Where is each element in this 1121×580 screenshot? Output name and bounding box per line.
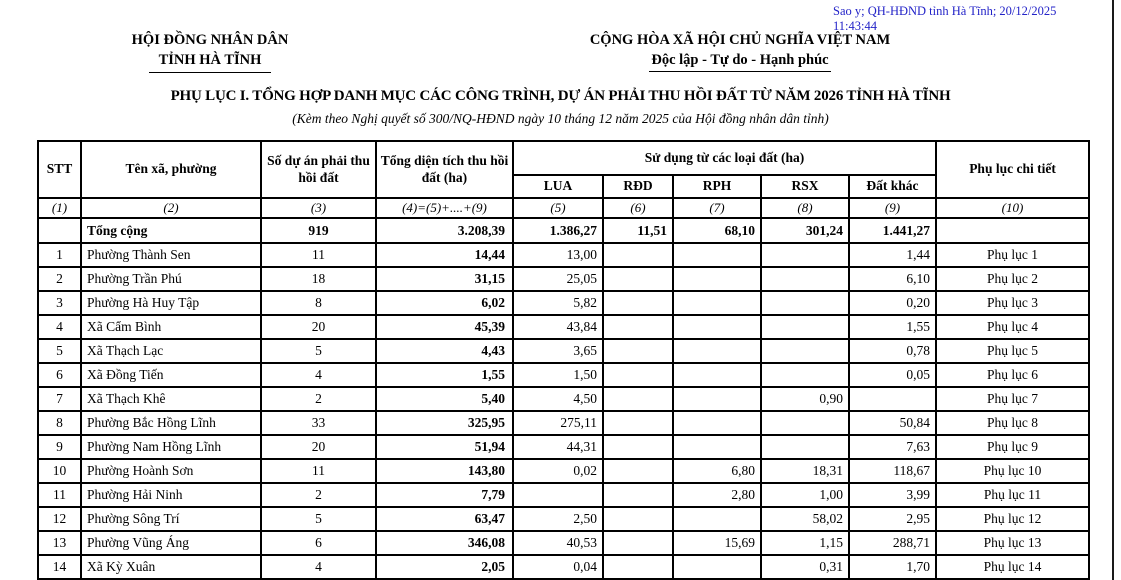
cell-commune-name: Xã Thạch Khê xyxy=(81,387,261,411)
index-8: (8) xyxy=(761,198,849,218)
cell-commune-name: Phường Hải Ninh xyxy=(81,483,261,507)
cell-stt: 5 xyxy=(38,339,81,363)
cell-project-count: 18 xyxy=(261,267,376,291)
page-subtitle: (Kèm theo Nghị quyết số 300/NQ-HĐND ngày 10 tháng 12 năm 2025 của Hội đồng nhân dân tỉnh) xyxy=(292,111,829,126)
copy-stamp xyxy=(833,4,1056,34)
cell-rdd xyxy=(603,483,673,507)
cell-rph: 15,69 xyxy=(673,531,761,555)
cell-other-land: 118,67 xyxy=(849,459,936,483)
cell-project-count: 11 xyxy=(261,243,376,267)
cell-lua: 40,53 xyxy=(513,531,603,555)
cell-total-area: 143,80 xyxy=(376,459,513,483)
authority-province: TỈNH HÀ TĨNH xyxy=(40,50,380,73)
cell-other-land: 1,55 xyxy=(849,315,936,339)
cell-rsx: 1,15 xyxy=(761,531,849,555)
cell-rdd xyxy=(603,387,673,411)
cell-lua: 0,04 xyxy=(513,555,603,579)
cell-stt: 10 xyxy=(38,459,81,483)
column-index-row xyxy=(38,198,1089,218)
cell-lua: 2,50 xyxy=(513,507,603,531)
cell-lua: 5,82 xyxy=(513,291,603,315)
cell-project-count: 4 xyxy=(261,555,376,579)
cell-other-land: 3,99 xyxy=(849,483,936,507)
cell-total-area: 6,02 xyxy=(376,291,513,315)
cell-project-count: 33 xyxy=(261,411,376,435)
cell-other-land: 0,05 xyxy=(849,363,936,387)
cell-rsx xyxy=(761,411,849,435)
cell-rph: 68,10 xyxy=(673,218,761,243)
cell-rph xyxy=(673,339,761,363)
cell-total-area: 346,08 xyxy=(376,531,513,555)
cell-total-area: 31,15 xyxy=(376,267,513,291)
index-4: (4)=(5)+....+(9) xyxy=(376,198,513,218)
cell-project-count: 4 xyxy=(261,363,376,387)
col-header-total-area: Tổng diện tích thu hồi đất (ha) xyxy=(376,141,513,198)
cell-stt: 13 xyxy=(38,531,81,555)
index-1: (1) xyxy=(38,198,81,218)
cell-rdd xyxy=(603,363,673,387)
col-header-rph: RPH xyxy=(673,175,761,198)
cell-appendix: Phụ lục 11 xyxy=(936,483,1089,507)
index-5: (5) xyxy=(513,198,603,218)
cell-other-land: 1,70 xyxy=(849,555,936,579)
issuing-authority xyxy=(40,30,380,73)
national-motto: Độc lập - Tự do - Hạnh phúc xyxy=(530,50,950,72)
cell-commune-name: Phường Hà Huy Tập xyxy=(81,291,261,315)
cell-other-land: 0,78 xyxy=(849,339,936,363)
cell-rsx: 18,31 xyxy=(761,459,849,483)
table-row xyxy=(38,218,1089,243)
col-header-lua: LUA xyxy=(513,175,603,198)
cell-project-count: 6 xyxy=(261,531,376,555)
cell-stt: 9 xyxy=(38,435,81,459)
cell-commune-name: Xã Cẩm Bình xyxy=(81,315,261,339)
cell-total-area: 14,44 xyxy=(376,243,513,267)
col-header-rsx: RSX xyxy=(761,175,849,198)
cell-other-land: 0,20 xyxy=(849,291,936,315)
cell-stt: 11 xyxy=(38,483,81,507)
cell-lua: 4,50 xyxy=(513,387,603,411)
table-row xyxy=(38,531,1089,555)
cell-total-area: 4,43 xyxy=(376,339,513,363)
cell-total-area: 45,39 xyxy=(376,315,513,339)
cell-other-land xyxy=(849,387,936,411)
cell-commune-name: Phường Sông Trí xyxy=(81,507,261,531)
table-row xyxy=(38,483,1089,507)
cell-stt: 12 xyxy=(38,507,81,531)
cell-other-land: 1.441,27 xyxy=(849,218,936,243)
cell-rsx: 301,24 xyxy=(761,218,849,243)
cell-commune-name: Xã Thạch Lạc xyxy=(81,339,261,363)
cell-commune-name: Phường Nam Hồng Lĩnh xyxy=(81,435,261,459)
cell-appendix: Phụ lục 8 xyxy=(936,411,1089,435)
cell-appendix: Phụ lục 3 xyxy=(936,291,1089,315)
cell-lua: 3,65 xyxy=(513,339,603,363)
cell-rph xyxy=(673,243,761,267)
index-7: (7) xyxy=(673,198,761,218)
cell-other-land: 1,44 xyxy=(849,243,936,267)
cell-appendix: Phụ lục 7 xyxy=(936,387,1089,411)
cell-appendix: Phụ lục 5 xyxy=(936,339,1089,363)
cell-appendix: Phụ lục 6 xyxy=(936,363,1089,387)
national-motto-block xyxy=(530,30,950,73)
col-header-appendix: Phụ lục chi tiết xyxy=(936,141,1089,198)
cell-rsx xyxy=(761,267,849,291)
col-header-project-count: Số dự án phải thu hồi đất xyxy=(261,141,376,198)
page-edge-line xyxy=(1112,0,1114,580)
cell-lua: 275,11 xyxy=(513,411,603,435)
cell-rsx xyxy=(761,339,849,363)
table-row xyxy=(38,243,1089,267)
national-title: CỘNG HÒA XÃ HỘI CHỦ NGHĨA VIỆT NAM xyxy=(589,32,891,48)
cell-appendix: Phụ lục 13 xyxy=(936,531,1089,555)
cell-lua xyxy=(513,483,603,507)
cell-appendix: Phụ lục 14 xyxy=(936,555,1089,579)
cell-project-count: 20 xyxy=(261,435,376,459)
cell-rsx xyxy=(761,243,849,267)
cell-lua: 25,05 xyxy=(513,267,603,291)
cell-stt: 8 xyxy=(38,411,81,435)
cell-rsx: 0,31 xyxy=(761,555,849,579)
cell-lua: 0,02 xyxy=(513,459,603,483)
index-10: (10) xyxy=(936,198,1089,218)
cell-rsx xyxy=(761,315,849,339)
index-2: (2) xyxy=(81,198,261,218)
table-body xyxy=(38,218,1089,579)
table-row xyxy=(38,507,1089,531)
stamp-line-2: 11:43:44 xyxy=(833,19,877,33)
cell-appendix: Phụ lục 10 xyxy=(936,459,1089,483)
cell-total-area: 3.208,39 xyxy=(376,218,513,243)
table-row xyxy=(38,267,1089,291)
cell-rsx xyxy=(761,363,849,387)
cell-appendix: Phụ lục 4 xyxy=(936,315,1089,339)
cell-rsx: 0,90 xyxy=(761,387,849,411)
cell-other-land: 2,95 xyxy=(849,507,936,531)
cell-total-area: 1,55 xyxy=(376,363,513,387)
page-title: PHỤ LỤC I. TỔNG HỢP DANH MỤC CÁC CÔNG TRÌNH, DỰ ÁN PHẢI THU HỒI ĐẤT TỪ NĂM 2026 TỈNH HÀ TĨNH xyxy=(170,88,951,104)
table-row xyxy=(38,315,1089,339)
cell-stt: 2 xyxy=(38,267,81,291)
cell-rdd xyxy=(603,291,673,315)
table-row xyxy=(38,459,1089,483)
cell-rph xyxy=(673,315,761,339)
index-6: (6) xyxy=(603,198,673,218)
cell-project-count: 20 xyxy=(261,315,376,339)
table-row xyxy=(38,555,1089,579)
cell-rdd xyxy=(603,507,673,531)
cell-lua: 44,31 xyxy=(513,435,603,459)
cell-project-count: 8 xyxy=(261,291,376,315)
stamp-line-1: Sao y; QH-HĐND tỉnh Hà Tĩnh; 20/12/2025 xyxy=(833,4,1057,18)
cell-lua: 43,84 xyxy=(513,315,603,339)
cell-total-area: 7,79 xyxy=(376,483,513,507)
cell-other-land: 288,71 xyxy=(849,531,936,555)
cell-appendix xyxy=(936,218,1089,243)
table-row xyxy=(38,435,1089,459)
cell-other-land: 7,63 xyxy=(849,435,936,459)
cell-rsx: 1,00 xyxy=(761,483,849,507)
cell-rph xyxy=(673,291,761,315)
cell-total-area: 5,40 xyxy=(376,387,513,411)
cell-rsx xyxy=(761,291,849,315)
cell-rph xyxy=(673,555,761,579)
col-header-other-land: Đất khác xyxy=(849,175,936,198)
index-9: (9) xyxy=(849,198,936,218)
index-3: (3) xyxy=(261,198,376,218)
table-row xyxy=(38,291,1089,315)
cell-appendix: Phụ lục 9 xyxy=(936,435,1089,459)
cell-rdd xyxy=(603,555,673,579)
cell-project-count: 5 xyxy=(261,507,376,531)
cell-other-land: 50,84 xyxy=(849,411,936,435)
cell-commune-name: Phường Vũng Áng xyxy=(81,531,261,555)
cell-rdd xyxy=(603,411,673,435)
cell-appendix: Phụ lục 12 xyxy=(936,507,1089,531)
cell-rdd: 11,51 xyxy=(603,218,673,243)
cell-project-count: 5 xyxy=(261,339,376,363)
cell-commune-name: Phường Trần Phú xyxy=(81,267,261,291)
cell-total-area: 51,94 xyxy=(376,435,513,459)
cell-rph xyxy=(673,435,761,459)
cell-project-count: 919 xyxy=(261,218,376,243)
cell-rph xyxy=(673,387,761,411)
cell-commune-name: Tổng cộng xyxy=(81,218,261,243)
cell-lua: 13,00 xyxy=(513,243,603,267)
cell-commune-name: Phường Thành Sen xyxy=(81,243,261,267)
cell-rph xyxy=(673,267,761,291)
col-header-commune: Tên xã, phường xyxy=(81,141,261,198)
cell-stt: 4 xyxy=(38,315,81,339)
cell-rph xyxy=(673,411,761,435)
cell-rdd xyxy=(603,459,673,483)
cell-stt: 7 xyxy=(38,387,81,411)
authority-name: HỘI ĐỒNG NHÂN DÂN xyxy=(131,32,289,48)
cell-stt: 3 xyxy=(38,291,81,315)
cell-rph xyxy=(673,363,761,387)
cell-project-count: 2 xyxy=(261,483,376,507)
cell-rdd xyxy=(603,315,673,339)
cell-project-count: 2 xyxy=(261,387,376,411)
cell-total-area: 2,05 xyxy=(376,555,513,579)
cell-stt: 6 xyxy=(38,363,81,387)
col-header-rdd: RĐD xyxy=(603,175,673,198)
table-header xyxy=(38,141,1089,218)
cell-commune-name: Xã Kỳ Xuân xyxy=(81,555,261,579)
cell-rdd xyxy=(603,339,673,363)
cell-rph: 6,80 xyxy=(673,459,761,483)
cell-other-land: 6,10 xyxy=(849,267,936,291)
cell-appendix: Phụ lục 2 xyxy=(936,267,1089,291)
cell-stt xyxy=(38,218,81,243)
cell-rdd xyxy=(603,435,673,459)
table-row xyxy=(38,411,1089,435)
cell-rph xyxy=(673,507,761,531)
cell-rsx: 58,02 xyxy=(761,507,849,531)
cell-rdd xyxy=(603,267,673,291)
col-header-land-use-group: Sử dụng từ các loại đất (ha) xyxy=(513,141,936,175)
cell-stt: 1 xyxy=(38,243,81,267)
land-recovery-table xyxy=(37,140,1090,580)
cell-lua: 1.386,27 xyxy=(513,218,603,243)
cell-lua: 1,50 xyxy=(513,363,603,387)
cell-rdd xyxy=(603,243,673,267)
cell-commune-name: Phường Hoành Sơn xyxy=(81,459,261,483)
cell-commune-name: Xã Đồng Tiến xyxy=(81,363,261,387)
cell-total-area: 63,47 xyxy=(376,507,513,531)
cell-commune-name: Phường Bắc Hồng Lĩnh xyxy=(81,411,261,435)
table-row xyxy=(38,363,1089,387)
col-header-stt: STT xyxy=(38,141,81,198)
cell-stt: 14 xyxy=(38,555,81,579)
table-row xyxy=(38,339,1089,363)
cell-total-area: 325,95 xyxy=(376,411,513,435)
cell-rdd xyxy=(603,531,673,555)
cell-project-count: 11 xyxy=(261,459,376,483)
cell-appendix: Phụ lục 1 xyxy=(936,243,1089,267)
table-row xyxy=(38,387,1089,411)
cell-rsx xyxy=(761,435,849,459)
cell-rph: 2,80 xyxy=(673,483,761,507)
